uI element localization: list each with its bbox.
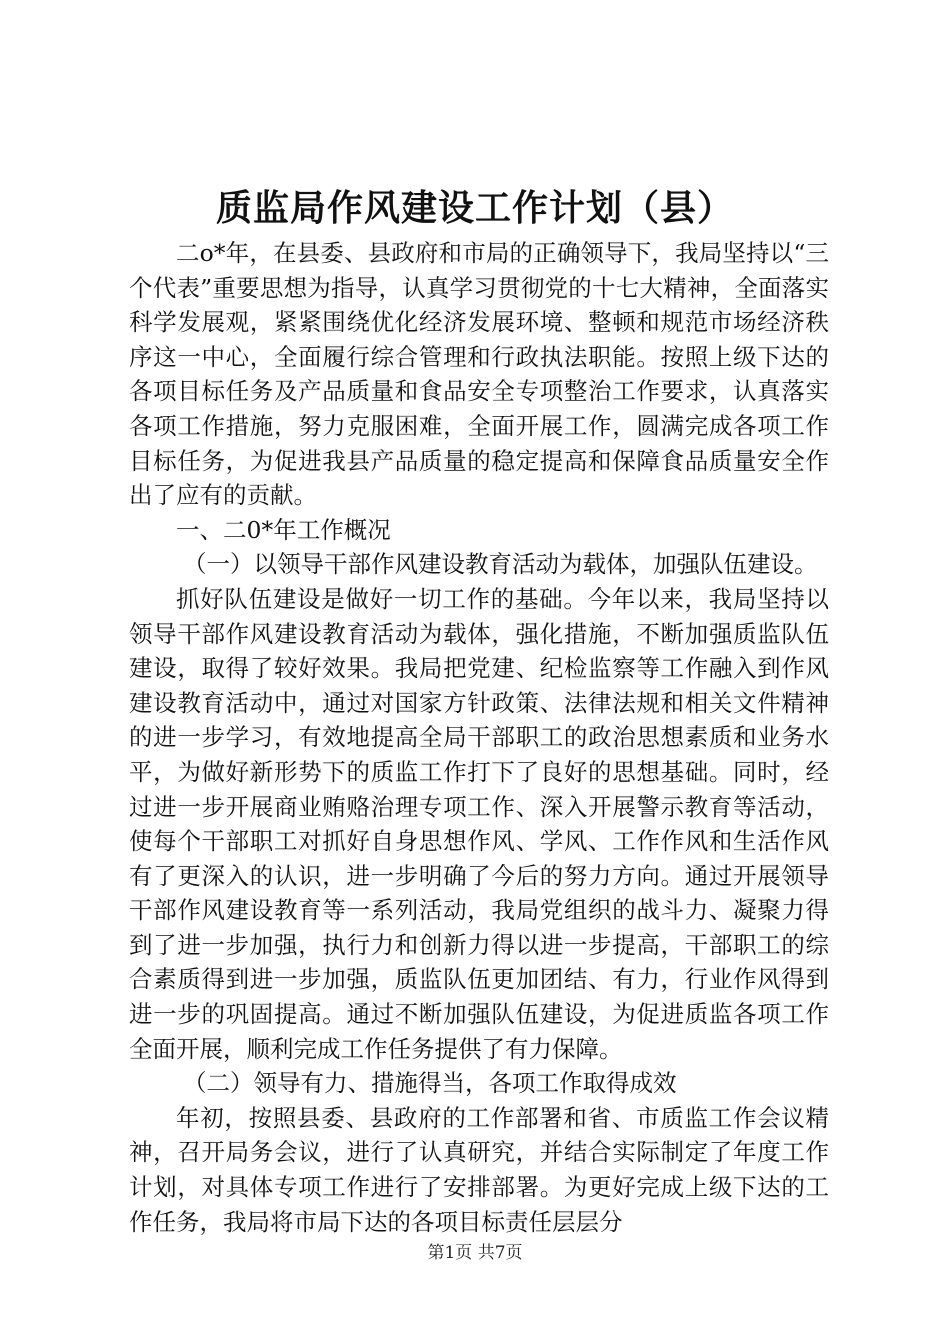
section-heading-1: 一、二0*年工作概况	[176, 515, 391, 544]
paragraph-work-plan: 年初，按照县委、县政府的工作部署和省、市质监工作会议精神，召开局务会议，进行了认真研究，并结合实际制定了年度工作计划，对具体专项工作进行了安排部署。为更好完成上级下达的工作任务，我局将市局下达的各项目标责任层层分	[129, 1103, 829, 1236]
document-title: 质监局作风建设工作计划（县）	[215, 187, 734, 229]
subsection-heading-2: （二）领导有力、措施得当，各项工作取得成效	[183, 1069, 677, 1098]
paragraph-team-building: 抓好队伍建设是做好一切工作的基础。今年以来，我局坚持以领导干部作风建设教育活动为载体，强化措施，不断加强质监队伍建设，取得了较好效果。我局把党建、纪检监察等工作融入到作风建设教育活动中，通过对国家方针政策、法律法规和相关文件精神的进一步学习，有效地提高全局干部职工的政治思想素质和业务水平，为做好新形势下的质监工作打下了良好的思想基础。同时，经过进一步开展商业贿赂治理专项工作、深入开展警示教育等活动，使每个干部职工对抓好自身思想作风、学风、工作作风和生活作风有了更深入的认识，进一步明确了今后的努力方向。通过开展领导干部作风建设教育等一系列活动，我局党组织的战斗力、凝聚力得到了进一步加强，执行力和创新力得以进一步提高，干部职工的综合素质得到进一步加强，质监队伍更加团结、有力，行业作风得到进一步的巩固提高。通过不断加强队伍建设，为促进质监各项工作全面开展，顺利完成工作任务提供了有力保障。	[129, 584, 829, 1063]
document-body	[129, 236, 829, 1239]
paragraph-intro: 二o*年，在县委、县政府和市局的正确领导下，我局坚持以“三个代表”重要思想为指导，认真学习贯彻党的十七大精神，全面落实科学发展观，紧紧围绕优化经济发展环境、整顿和规范市场经济秩序这一中心，全面履行综合管理和行政执法职能。按照上级下达的各项目标任务及产品质量和食品安全专项整治工作要求，认真落实各项工作措施，努力克服困难，全面开展工作，圆满完成各项工作目标任务，为促进我县产品质量的稳定提高和保障食品质量安全作出了应有的贡献。	[129, 239, 829, 510]
subsection-heading-1: （一）以领导干部作风建设教育活动为载体，加强队伍建设。	[183, 550, 818, 579]
page-number-footer: 第1页 共7页	[427, 1243, 523, 1263]
